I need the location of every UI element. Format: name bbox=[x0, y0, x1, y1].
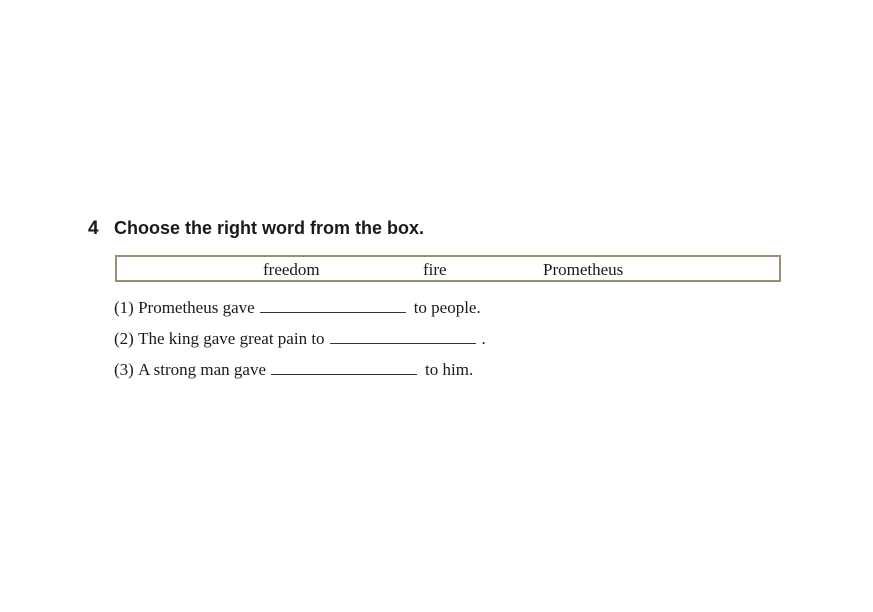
sentence-label: (2) bbox=[114, 329, 134, 348]
word-box-option: fire bbox=[423, 260, 447, 279]
word-box-option: freedom bbox=[263, 260, 320, 279]
word-box-option: Prometheus bbox=[543, 260, 624, 279]
exercise-4 bbox=[88, 218, 788, 379]
sentence-label: (1) bbox=[114, 298, 134, 317]
exercise-number: 4 bbox=[88, 218, 99, 239]
word-box bbox=[115, 255, 781, 282]
exercise-heading bbox=[88, 218, 788, 244]
sentence-item bbox=[114, 296, 486, 327]
answer-blank[interactable] bbox=[260, 296, 406, 313]
exercise-instruction: Choose the right word from the box. bbox=[114, 218, 424, 238]
sentence-item bbox=[114, 327, 486, 358]
sentence-text-after: to him. bbox=[425, 360, 474, 379]
sentence-text-before: Prometheus gave bbox=[138, 298, 255, 317]
answer-blank[interactable] bbox=[330, 327, 476, 344]
sentence-text-before: The king gave great pain to bbox=[138, 329, 325, 348]
answer-blank[interactable] bbox=[271, 358, 417, 375]
sentence-label: (3) bbox=[114, 360, 134, 379]
sentence-text-after: to people. bbox=[413, 298, 481, 317]
sentence-list bbox=[114, 296, 486, 389]
sentence-text-before: A strong man gave bbox=[138, 360, 267, 379]
sentence-item bbox=[114, 358, 486, 389]
sentence-text-after: . bbox=[481, 329, 486, 348]
